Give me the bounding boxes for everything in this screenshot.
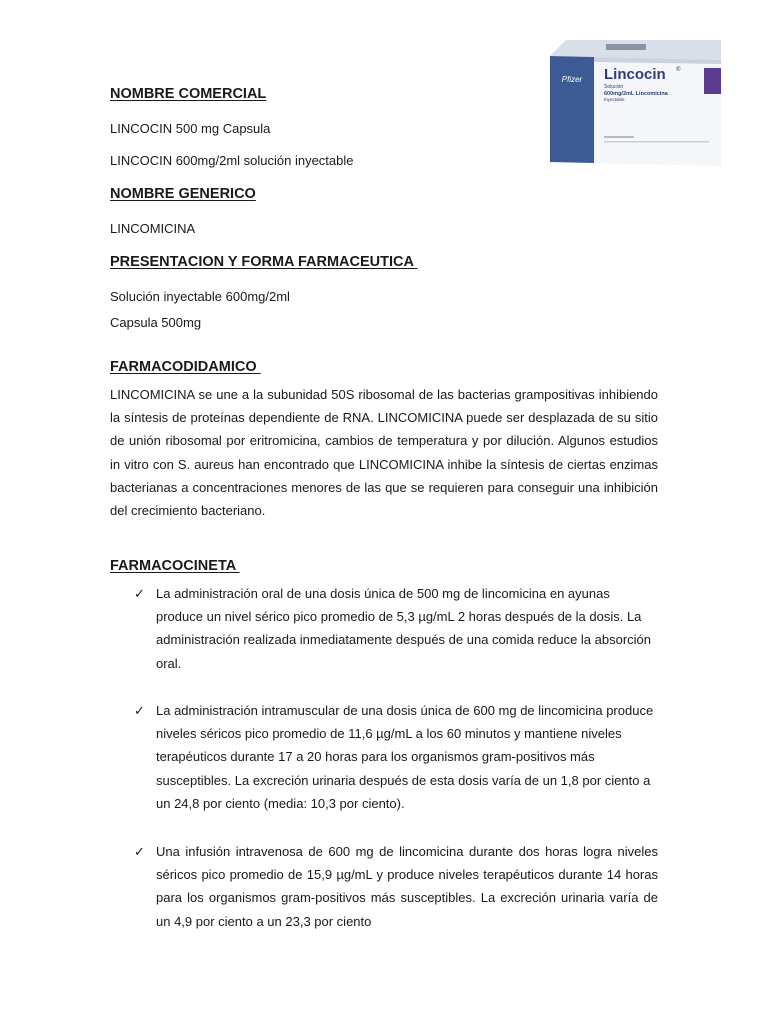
- heading-farmacodinamico: FARMACODIDAMICO: [110, 359, 261, 375]
- lincocin-product-box-image: [546, 38, 721, 166]
- product-line3: Inyectable: [604, 97, 625, 102]
- product-brand: Lincocin: [604, 66, 666, 83]
- nombre-comercial-line-2: LINCOCIN 600mg/2ml solución inyectable: [110, 153, 354, 168]
- presentacion-line-2: Capsula 500mg: [110, 315, 202, 330]
- farmacocinetica-item-text: La administración oral de una dosis única de 500 mg de lincomicina en ayunas produce un nivel sérico pico promedio de 5,3 µg/mL 2 horas después de la dosis. La administración realizada inmediatamente después de una comida reduce la absorción oral.: [156, 586, 652, 671]
- pfizer-logo: Pfizer: [561, 75, 583, 84]
- farmacocinetica-item-text: Una infusión intravenosa de 600 mg de lincomicina durante dos horas logra niveles séricos pico promedio de 15,9 µg/mL y produce niveles terapéuticos durante 14 horas para los organismos gram-positivos más susceptibles. La excreción urinaria varía de un 4,9 por ciento a un 23,3 por ciento: [156, 844, 658, 929]
- checkmark-icon: ✓: [134, 586, 145, 601]
- heading-presentacion: PRESENTACION Y FORMA FARMACEUTICA: [110, 254, 418, 270]
- product-registered: ®: [676, 67, 681, 73]
- heading-nombre-generico: NOMBRE GENERICO: [110, 186, 256, 202]
- heading-farmacocinetica: FARMACOCINETA: [110, 558, 240, 574]
- product-line1: Solución: [604, 84, 624, 90]
- product-line2: 600mg/2mL Lincomicina: [604, 91, 668, 97]
- nombre-comercial-line-1: LINCOCIN 500 mg Capsula: [110, 121, 271, 136]
- farmacocinetica-item-text: La administración intramuscular de una dosis única de 600 mg de lincomicina produce niveles séricos pico promedio de 11,6 µg/mL a los 60 minutos y mantiene niveles terapéuticos durante 17 a 20 horas para los organismos gram-positivos más susceptibles. La excreción urinaria después de esta dosis varía de un 1,8 por ciento a un 24,8 por ciento (media: 10,3 por ciento).: [156, 703, 654, 811]
- checkmark-icon: ✓: [134, 703, 145, 718]
- heading-nombre-comercial: NOMBRE COMERCIAL: [110, 86, 267, 102]
- checkmark-icon: ✓: [134, 844, 145, 859]
- nombre-generico-line-1: LINCOMICINA: [110, 221, 196, 236]
- farmacocinetica-item-1: [134, 582, 658, 675]
- farmacocinetica-item-3: [134, 840, 658, 933]
- farmacocinetica-item-2: [134, 699, 658, 815]
- presentacion-line-1: Solución inyectable 600mg/2ml: [110, 289, 290, 304]
- farmacodinamico-paragraph: LINCOMICINA se une a la subunidad 50S ribosomal de las bacterias grampositivas inhibiendo la síntesis de proteínas dependiente de RNA. LINCOMICINA puede ser desplazada de su sitio de unión ribosomal por eritromicina, cambios de temperatura y por dilución. Algunos estudios in vitro con S. aureus han encontrado que LINCOMICINA inhibe la síntesis de ciertas enzimas bacterianas a concentraciones menores de las que se requieren para conseguir una inhibición del crecimiento bacteriano.: [110, 387, 658, 519]
